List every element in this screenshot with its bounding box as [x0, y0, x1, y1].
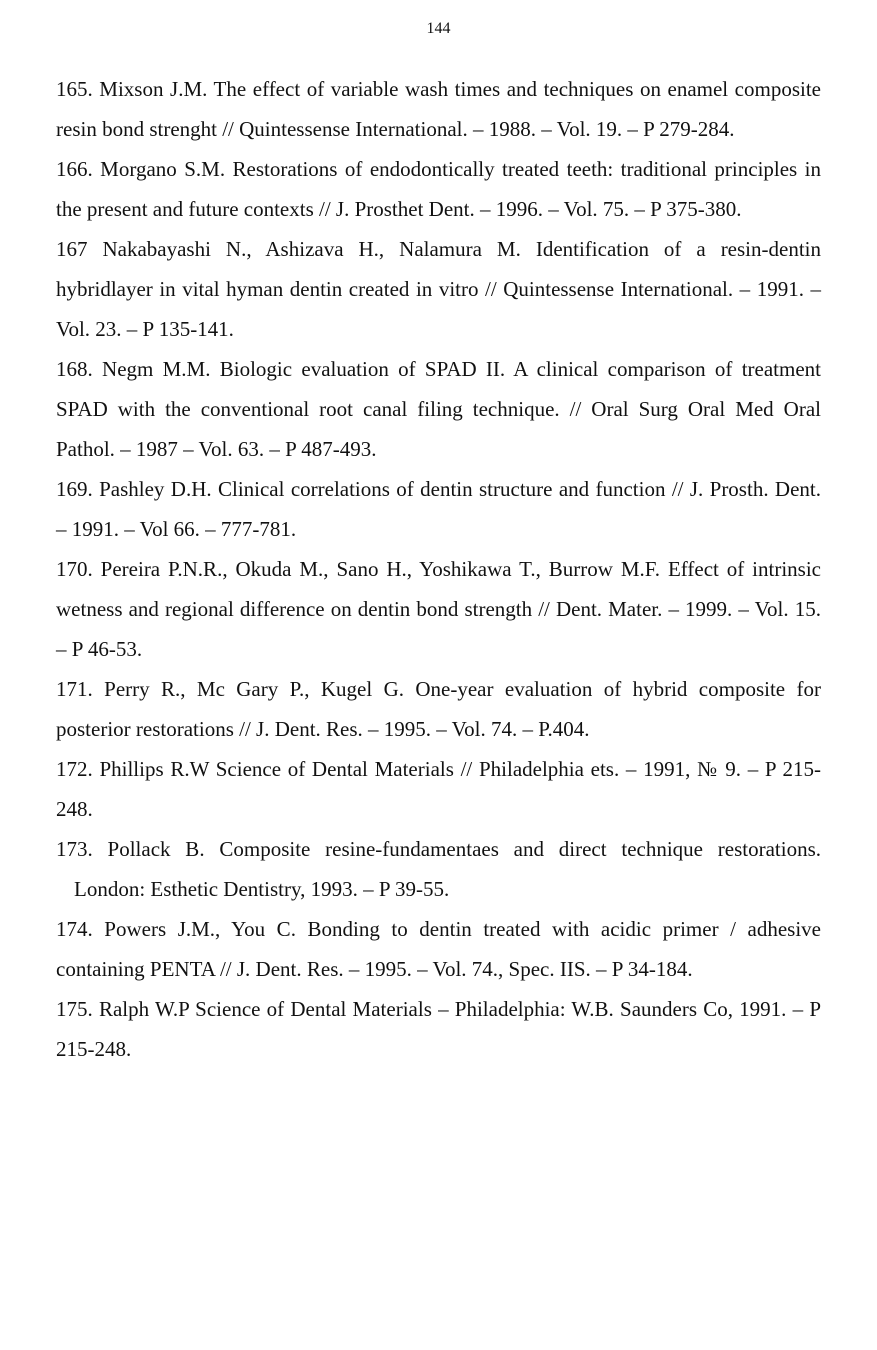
reference-item: 174. Powers J.M., You C. Bonding to dentin treated with acidic primer / adhesive containing PENTA // J. Dent. Res. – 1995. – Vol. 74., Spec. IIS. – P 34-184. — [56, 917, 821, 981]
reference-item: 166. Morgano S.M. Restorations of endodontically treated teeth: traditional principles in the present and future contexts // J. Prosthet Dent. – 1996. – Vol. 75. – P 375-380. — [56, 157, 821, 221]
reference-item: 173. Pollack B. Composite resine-fundamentaes and direct technique restorations. London: Esthetic Dentistry, 1993. – P 39-55. — [56, 837, 821, 901]
reference-item: 175. Ralph W.P Science of Dental Materials – Philadelphia: W.B. Saunders Co, 1991. – P 215-248. — [56, 997, 821, 1061]
reference-item: 171. Perry R., Mc Gary P., Kugel G. One-year evaluation of hybrid composite for posterior restorations // J. Dent. Res. – 1995. – Vol. 74. – P.404. — [56, 677, 821, 741]
reference-item: 167 Nakabayashi N., Ashizava H., Nalamura M. Identification of a resin-dentin hybridlayer in vital hyman dentin created in vitro // Quintessense International. – 1991. – Vol. 23. – P 135-141. — [56, 237, 821, 341]
reference-item: 165. Mixson J.M. The effect of variable wash times and techniques on enamel composite resin bond strenght // Quintessense International. – 1988. – Vol. 19. – P 279-284. — [56, 77, 821, 141]
reference-item: 170. Pereira P.N.R., Okuda M., Sano H., Yoshikawa T., Burrow M.F. Effect of intrinsic wetness and regional difference on dentin bond strength // Dent. Mater. – 1999. – Vol. 15. – P 46-53. — [56, 557, 821, 661]
reference-list — [56, 69, 821, 1069]
reference-item: 168. Negm M.M. Biologic evaluation of SPAD II. A clinical comparison of treatment SPAD with the conventional root canal filing technique. // Oral Surg Oral Med Oral Pathol. – 1987 – Vol. 63. – P 487-493. — [56, 357, 821, 461]
page-number: 144 — [426, 20, 451, 37]
reference-item: 172. Phillips R.W Science of Dental Materials // Philadelphia ets. – 1991, № 9. – P 215-248. — [56, 757, 821, 821]
reference-item: 169. Pashley D.H. Clinical correlations of dentin structure and function // J. Prosth. Dent. – 1991. – Vol 66. – 777-781. — [56, 477, 821, 541]
